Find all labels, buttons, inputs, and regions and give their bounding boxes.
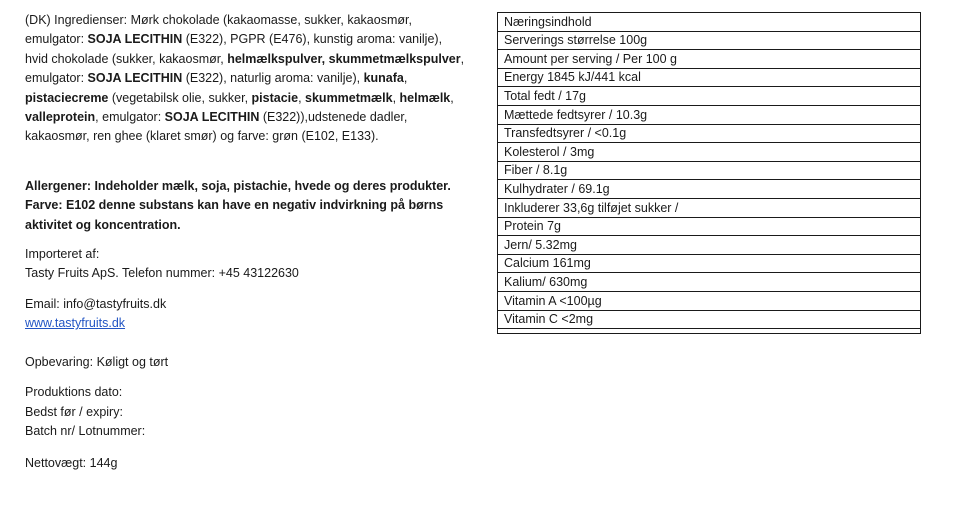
ingredients-segment: , — [392, 90, 400, 105]
allergens-block — [25, 177, 465, 235]
nutrition-row — [498, 198, 920, 217]
nutrition-cell: Total fedt / 17g — [498, 87, 920, 106]
ingredients-segment-bold: valleprotein — [25, 110, 96, 125]
net-weight-text: Nettovægt: 144g — [25, 456, 118, 471]
best-before-label: Bedst før / expiry: — [25, 404, 123, 419]
ingredients-segment: (E322), naturlig aroma: vanilje), — [182, 71, 364, 86]
ingredients-segment: , — [298, 90, 306, 105]
nutrition-row — [498, 13, 920, 31]
ingredients-segment: , emulgator: — [95, 110, 165, 125]
label-text-column — [25, 11, 465, 485]
importer-details: Tasty Fruits ApS. Telefon nummer: +45 43122630 — [25, 266, 299, 281]
nutrition-row — [498, 217, 920, 236]
ingredients-segment-bold: pistaciecreme — [25, 90, 109, 105]
nutrition-row — [498, 31, 920, 50]
importer-label: Importeret af: — [25, 247, 100, 262]
nutrition-row — [498, 143, 920, 162]
ingredients-segment: (DK) Ingredienser: Mørk chokolade (kakaomasse, sukker, kakaosmør, emulgator: — [25, 13, 412, 47]
ingredients-segment-bold: SOJA LECITHIN — [164, 110, 260, 125]
nutrition-row — [498, 50, 920, 69]
nutrition-row — [498, 68, 920, 87]
production-date-label: Produktions dato: — [25, 385, 123, 400]
nutrition-table-body — [498, 13, 920, 329]
email-text: Email: info@tastyfruits.dk — [25, 296, 167, 311]
ingredients-segment: (vegetabilsk olie, sukker, — [108, 90, 252, 105]
nutrition-row — [498, 291, 920, 310]
ingredients-segment-bold: SOJA LECITHIN — [87, 71, 183, 86]
nutrition-row — [498, 161, 920, 180]
ingredients-segment: (E322), PGPR (E476), kunstig aroma: vanilje), hvid chokolade (sukker, kakaosmør, — [25, 32, 443, 66]
ingredients-segment: , — [450, 90, 454, 105]
contact-block — [25, 295, 465, 334]
nutrition-row — [498, 310, 920, 329]
nutrition-cell: Kolesterol / 3mg — [498, 143, 920, 162]
nutrition-row — [498, 273, 920, 292]
ingredients-segment-bold: helmælkspulver, skummetmælkspulver — [227, 51, 461, 66]
nutrition-cell: Mættede fedtsyrer / 10.3g — [498, 105, 920, 124]
nutrition-row — [498, 105, 920, 124]
nutrition-row — [498, 124, 920, 143]
nutrition-row — [498, 236, 920, 255]
batch-number-label: Batch nr/ Lotnummer: — [25, 423, 146, 438]
ingredients-text — [25, 11, 465, 147]
ingredients-segment-bold: helmælk — [399, 90, 451, 105]
nutrition-cell: Kulhydrater / 69.1g — [498, 180, 920, 199]
ingredients-segment-bold: SOJA LECITHIN — [87, 32, 183, 47]
nutrition-cell: Kalium/ 630mg — [498, 273, 920, 292]
nutrition-row — [498, 254, 920, 273]
nutrition-cell: Næringsindhold — [498, 13, 920, 31]
dates-block — [25, 383, 465, 441]
nutrition-cell: Calcium 161mg — [498, 254, 920, 273]
ingredients-segment-bold: skummetmælk — [305, 90, 393, 105]
ingredients-segment: (E322)),udstenede dadler, kakaosmør, ren ghee (klaret smør) og farve: grøn (E102, E133). — [25, 110, 408, 144]
ingredients-segment-bold: kunafa — [363, 71, 404, 86]
nutrition-row — [498, 180, 920, 199]
nutrition-cell: Vitamin A <100µg — [498, 291, 920, 310]
nutrition-cell: Protein 7g — [498, 217, 920, 236]
nutrition-cell: Inkluderer 33,6g tilføjet sukker / — [498, 198, 920, 217]
ingredients-segment: , — [403, 71, 408, 86]
nutrition-table — [497, 12, 921, 334]
nutrition-cell: Jern/ 5.32mg — [498, 236, 920, 255]
allergens-statement: Allergener: Indeholder mælk, soja, pistachie, hvede og deres produkter. — [25, 178, 451, 193]
importer-block — [25, 245, 465, 284]
ingredients-segment-bold: pistacie — [251, 90, 299, 105]
nutrition-row — [498, 87, 920, 106]
color-warning: Farve: E102 denne substans kan have en negativ indvirkning på børns aktivitet og koncentration. — [25, 198, 444, 232]
nutrition-cell: Transfedtsyrer / <0.1g — [498, 124, 920, 143]
nutrition-cell: Fiber / 8.1g — [498, 161, 920, 180]
storage-text: Opbevaring: Køligt og tørt — [25, 354, 169, 369]
ingredients-segment: , emulgator: — [25, 51, 465, 86]
nutrition-cell: Vitamin C <2mg — [498, 310, 920, 329]
website-link[interactable]: www.tastyfruits.dk — [25, 316, 126, 331]
nutrition-cell: Amount per serving / Per 100 g — [498, 50, 920, 69]
nutrition-cell: Energy 1845 kJ/441 kcal — [498, 68, 920, 87]
nutrition-cell: Serverings størrelse 100g — [498, 31, 920, 50]
